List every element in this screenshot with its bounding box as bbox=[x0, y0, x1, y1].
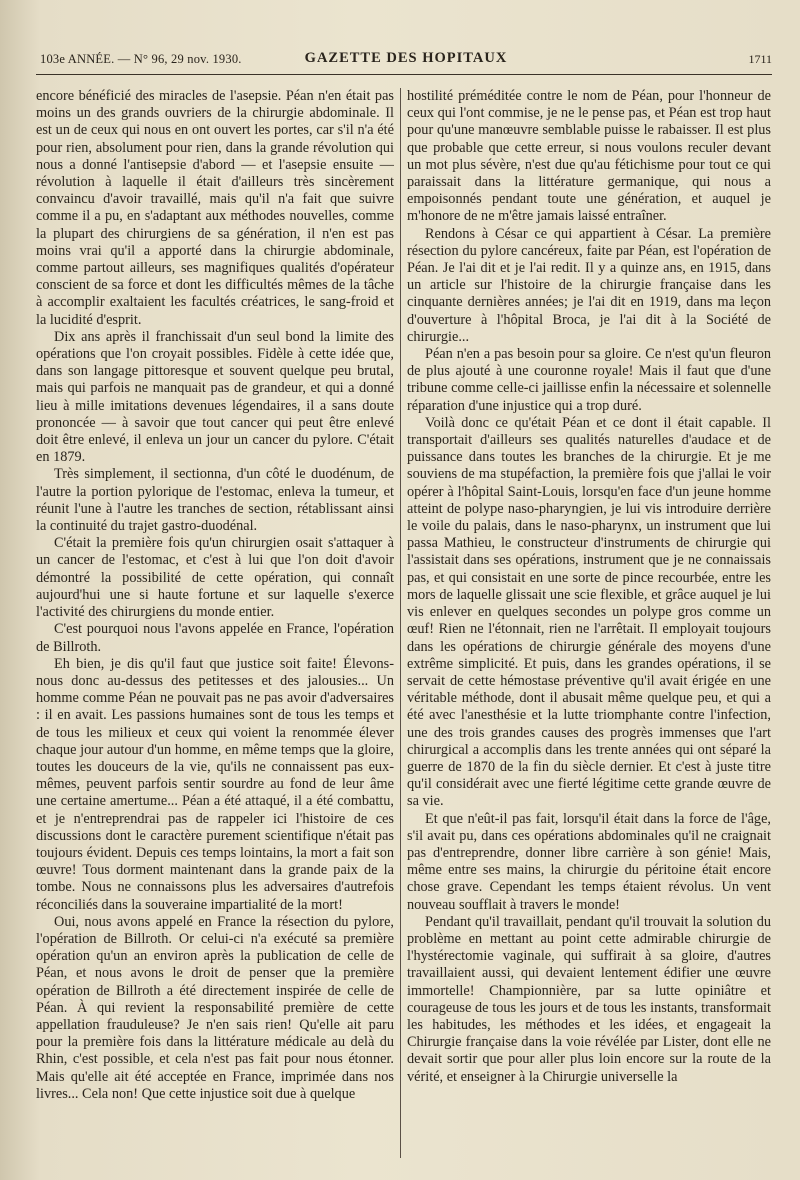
paragraph: Très simplement, il sectionna, d'un côté le duodénum, de l'autre la portion pylorique de l'estomac, enleva la tumeur, et réunit l'une à l'autre les tranches de section, rétablissant ainsi la continuité du trajet gastro-duodénal. bbox=[36, 466, 394, 535]
right-column bbox=[407, 88, 771, 1168]
paragraph: Rendons à César ce qui appartient à César. La première résection du pylore cancéreux, faite par Péan, est l'opération de Péan. Je l'ai dit et je l'ai redit. Il y a quinze ans, en 1915, dans un article sur l'histoire de la chirurgie française dans les cinquante dernières années; je l'ai dit en 1919, dans ma leçon d'ouverture à l'hôpital Broca, je l'ai dit à la Société de chirurgie... bbox=[407, 225, 771, 345]
page-number: 1711 bbox=[748, 52, 772, 66]
column-divider bbox=[400, 88, 401, 1158]
paragraph: hostilité préméditée contre le nom de Péan, pour l'honneur de ceux qui l'ont commise, je ne le pense pas, et Péan est trop haut pour qu'une manœuvre semblable puisse le rabaisser. Il est plus que probable que cette erreur, si nous voulons reculer devant un mot plus sévère, n'est due qu'au fétichisme pour tout ce qui paraissait dans la littérature germanique, qui nous a empoisonnés pendant toute une génération, et auquel je m'honore de ne m'être jamais laissé entraîner. bbox=[407, 88, 771, 225]
left-column bbox=[36, 88, 394, 1168]
page-header bbox=[40, 48, 772, 70]
issue-info: 103e ANNÉE. — N° 96, 29 nov. 1930. bbox=[40, 52, 242, 66]
paragraph: Dix ans après il franchissait d'un seul bond la limite des opérations que l'on croyait possibles. Fidèle à cette idée que, dans son langage pittoresque et souvent quelque peu brutal, mais qui parfois ne manquait pas de grandeur, et qui a donné lieu à mille imitations devenues légendaires, il a sans doute prononcée — à savoir que tout cancer qui peut être enlevé doit être enlevé, il enleva un jour un cancer du pylore. C'était en 1879. bbox=[36, 328, 394, 466]
paragraph: Voilà donc ce qu'était Péan et ce dont il était capable. Il transportait d'ailleurs ses qualités naturelles d'audace et de puissance dans toutes les branches de la chirurgie. Et je me souviens de ma stupéfaction, la première fois que j'allai le voir opérer à l'hôpital Saint-Louis, lorsqu'en face d'un jeune homme atteint de polype naso-pharyngien, je lui vis introduire derrière le voile du palais, dans le naso-pharynx, un instrument que lui passa Mathieu, le constructeur d'instruments de chirurgie qui l'assistait dans ses opérations, instrument que je ne connaissais pas, et qui consistait en une sorte de pince recourbée, entre les mors de laquelle glissait une scie flexible, et grâce auquel je lui vis enlever en quelques secondes un polype gros comme un œuf! Rien ne l'étonnait, rien ne l'arrêtait. Il employait toujours dans les opérations de chirurgie générale des moyens d'une extrême simplicité. Et puis, dans les grandes opérations, il se servait de cette hémostase préventive qu'il avait érigée en une véritable méthode, dont il abusait même quelque peu, et qui a été avec l'anesthésie et la lutte triomphante contre l'infection, une des trois grandes causes des progrès immenses que l'art chirurgical a accomplis dans les trente années qui ont séparé la guerre de 1870 de la fin du siècle dernier. Et c'est à juste titre qu'il considérait avec une fierté légitime cette grande œuvre de sa vie. bbox=[407, 414, 771, 810]
paragraph: Pendant qu'il travaillait, pendant qu'il trouvait la solution du problème en mettant au point cette admirable chirurgie de l'hystérectomie vaginale, qui suffirait à sa gloire, d'autres travaillaient aussi, qui devaient lentement édifier une œuvre immortelle! Championnière, par sa lutte opiniâtre et courageuse de tous les jours et de tous les instants, transformait les habitudes, les méthodes et les idées, et engageait la Chirurgie française dans la voie révélée par Lister, dont elle ne devait sortir que pour aller plus loin encore sur la route de la vérité, et enseigner à la Chirurgie universelle la bbox=[407, 913, 771, 1085]
paragraph: encore bénéficié des miracles de l'asepsie. Péan n'en était pas moins un des grands ouvriers de la chirurgie abdominale. Il est un de ceux qui nous en ont ouvert les portes, car s'il n'a été pour rien, absolument pour rien, dans la grande révolution qui nous a donné l'antisepsie d'abord — et l'asepsie ensuite — révolution à laquelle il était d'ailleurs très sincèrement convaincu d'avoir travaillé, mais qu'il n'a fait que suivre comme il a pu, en s'adaptant aux méthodes nouvelles, comme la plupart des chirurgiens de sa génération, il n'en est pas moins vrai qu'il a apporté dans la chirurgie abdominale, comme partout ailleurs, ses magnifiques qualités d'opérateur conscient de sa force et dont les difficultés mêmes de la tâche à accomplir exaltaient les facultés créatrices, le sang-froid et la lucidité d'esprit. bbox=[36, 88, 394, 328]
paragraph: Eh bien, je dis qu'il faut que justice soit faite! Élevons-nous donc au-dessus des petitesses et des jalousies... Un homme comme Péan ne pouvait pas ne pas avoir d'adversaires : il en avait. Les passions humaines sont de tous les temps et de tous les milieux et ceux qui voient la renommée élever chaque jour autour d'un homme, en même temps que la gloire, toutes les douceurs de la vie, qu'ils ne connaissent pas eux-mêmes, peuvent parfois sentir sourdre au fond de leur âme une certaine amertume... Péan a été attaqué, il a été combattu, et je n'entreprendrai pas de rappeler ici l'histoire de ces discussions dont le caractère purement scientifique n'était pas toujours évident. Depuis ces temps lointains, la mort a fait son œuvre! Tous dorment maintenant dans la grande paix de la tombe. Nous ne connaissons plus les adversaires d'autrefois réconciliés dans la souveraine impartialité de la mort! bbox=[36, 655, 394, 913]
paragraph: Et que n'eût-il pas fait, lorsqu'il était dans la force de l'âge, s'il avait pu, dans ces opérations abdominales qu'il ne craignait pas d'entreprendre, donner libre carrière à son génie! Mais, même entre ses mains, la chirurgie du péritoine était encore chose grave. Cependant les temps étaient révolus. Un vent nouveau soufflait à travers le monde! bbox=[407, 810, 771, 913]
header-rule bbox=[36, 74, 772, 75]
paragraph: C'était la première fois qu'un chirurgien osait s'attaquer à un cancer de l'estomac, et c'est à lui que l'on doit d'avoir démontré la possibilité de cette opération, qui connaît aujourd'hui une si haute fortune et sur laquelle s'exerce l'activité des chirurgiens du monde entier. bbox=[36, 535, 394, 621]
paragraph: Péan n'en a pas besoin pour sa gloire. Ce n'est qu'un fleuron de plus ajouté à une couronne royale! Mais il faut que d'une tribune comme celle-ci jaillisse enfin la nécessaire et solennelle réparation d'une injustice qui a trop duré. bbox=[407, 346, 771, 414]
journal-title: GAZETTE DES HOPITAUX bbox=[304, 50, 508, 66]
paragraph: C'est pourquoi nous l'avons appelée en France, l'opération de Billroth. bbox=[36, 621, 394, 655]
paragraph: Oui, nous avons appelé en France la résection du pylore, l'opération de Billroth. Or celui-ci n'a exécuté sa première opération qu'un an environ après la publication de celle de Péan, et nous avons le droit de penser que la première opération de Billroth a été directement inspirée de celle de Péan. À qui revient la responsabilité première de cette appellation frauduleuse? Je n'en sais rien! Qu'elle ait paru pour la première fois dans la littérature médicale au delà du Rhin, c'est possible, et cela n'est pas fait pour nous étonner. Mais qu'elle ait été acceptée en France, imprimée dans nos livres... Cela non! Que cette injustice soit due à quelque bbox=[36, 913, 394, 1102]
